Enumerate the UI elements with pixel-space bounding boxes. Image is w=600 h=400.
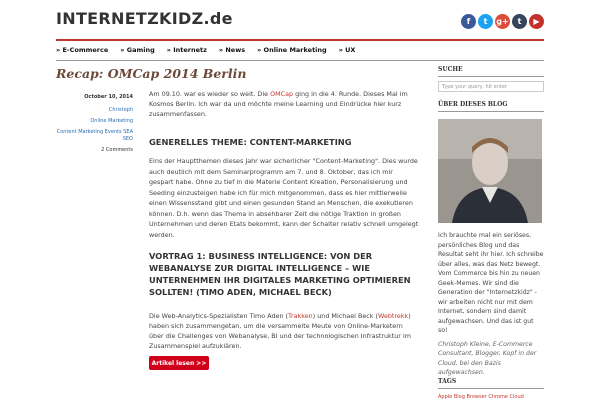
post-tags[interactable]: Content Marketing Events SEA SEO xyxy=(56,129,133,142)
about-text: Ich brauchte mal ein seriöses, persönliches Blog und das Resultat seht ihr hier. Ich schreibe über alles, was das Netz bewegt. Vom Commerce bis hin zu neuen Geek-Memes. Wir sind die Generation der "Internetzkidz" - wir arbeiten nicht nur mit dem Internet, sondern sind damit aufgewachsen. Und das ist gut so! xyxy=(438,232,544,334)
paragraph-business-intelligence: Die Web-Analytics-Spezialisten Timo Aden (Trakken) und Michael Beck (Webtrekk) haben sich zusammengetan, um die versammelte Meute von Online-Marketern über die Challenges von Webanalyse, BI und der technologischen Infrastruktur im Zusammenspiel aufzuklären. xyxy=(149,312,411,350)
post-date: October 10, 2014 xyxy=(84,94,133,100)
nav-divider xyxy=(56,60,544,61)
youtube-icon[interactable]: ▶ xyxy=(529,14,544,29)
sidebar xyxy=(438,66,544,378)
nav-item-internetz[interactable]: » Internetz xyxy=(166,46,207,54)
section-heading-business-intelligence: VORTRAG 1: BUSINESS INTELLIGENCE: VON DER WEBANALYSE ZUR DIGITAL INTELLIGENCE – WIE UNTERNEHMEN IHR DIGITALES MARKETING OPTIMIEREN SOLLTEN! (TIMO ADEN, MICHAEL BECK) xyxy=(149,251,411,297)
search-heading: SUCHE xyxy=(438,66,544,77)
post-comments[interactable]: 2 Comments xyxy=(101,147,133,153)
tags-heading: TAGS xyxy=(438,378,544,389)
main-nav xyxy=(56,46,544,58)
section-heading-content-marketing: GENERELLES THEME: CONTENT-MARKETING xyxy=(149,137,352,147)
tumblr-icon[interactable]: t xyxy=(512,14,527,29)
about-quote: Christoph Kleine, E-Commerce Consultant, Blogger, Kopf in der Cloud, bei den Bazis aufgewachsen. xyxy=(438,340,537,376)
nav-item-ecommerce[interactable]: » E-Commerce xyxy=(56,46,109,54)
google-plus-icon[interactable]: g+ xyxy=(495,14,510,29)
tag-cloud[interactable]: Apple Blog Browser Chrome Cloud xyxy=(438,394,524,400)
header-divider xyxy=(56,39,544,41)
site-header xyxy=(56,0,544,38)
post-author[interactable]: Christoph xyxy=(108,107,133,113)
nav-item-online-marketing[interactable]: » Online Marketing xyxy=(257,46,327,54)
nav-item-news[interactable]: » News xyxy=(218,46,246,54)
post-intro: Am 09.10. war es wieder so weit. Die OMCap ging in die 4. Runde. Dieses Mal im Kosmos Berlin. Ich war da und möchte meine Learning und Eindrücke hier kurz zusammenfassen. xyxy=(149,90,408,118)
read-more-button[interactable]: Artikel lesen >> xyxy=(149,356,209,370)
omcap-link[interactable]: OMCap xyxy=(270,90,294,98)
nav-item-ux[interactable]: » UX xyxy=(338,46,356,54)
webtrekk-link[interactable]: Webtrekk xyxy=(378,312,409,320)
twitter-icon[interactable]: t xyxy=(478,14,493,29)
site-logo[interactable]: INTERNETZKIDZ.de xyxy=(56,9,233,28)
facebook-icon[interactable]: f xyxy=(461,14,476,29)
post-title[interactable]: Recap: OMCap 2014 Berlin xyxy=(56,66,247,81)
about-heading: ÜBER DIESES BLOG xyxy=(438,101,544,112)
trakken-link[interactable]: Trakken xyxy=(288,312,313,320)
author-photo xyxy=(438,119,542,223)
paragraph-content-marketing: Eins der Hauptthemen dieses Jahr war sicherlicher "Content-Marketing". Dies wurde auch deutlich mit dem Seminarprogramm am 7. und 8. Oktober, das ich mir gespart habe. Ohne zu tief in die Materie Content Kreation, Personalisierung und Seeding einzusteigen habe ich für mich mitgenommen, dass es hier mittlerweile einen Wissensstand gibt und einen gesunden Stand an Menschen, die exekutieren können. D.h. wenn das Thema in absehbarer Zeit die nötige Traktion in großen Unternehmen und deren Etats bekommt, kann der Schalter relativ schnell umgelegt werden. xyxy=(149,157,419,239)
post-meta xyxy=(56,94,133,154)
search-input[interactable]: Type your query, hit enter xyxy=(438,81,544,92)
nav-item-gaming[interactable]: » Gaming xyxy=(120,46,155,54)
post-category[interactable]: Online Marketing xyxy=(90,118,133,124)
social-links xyxy=(461,14,544,29)
